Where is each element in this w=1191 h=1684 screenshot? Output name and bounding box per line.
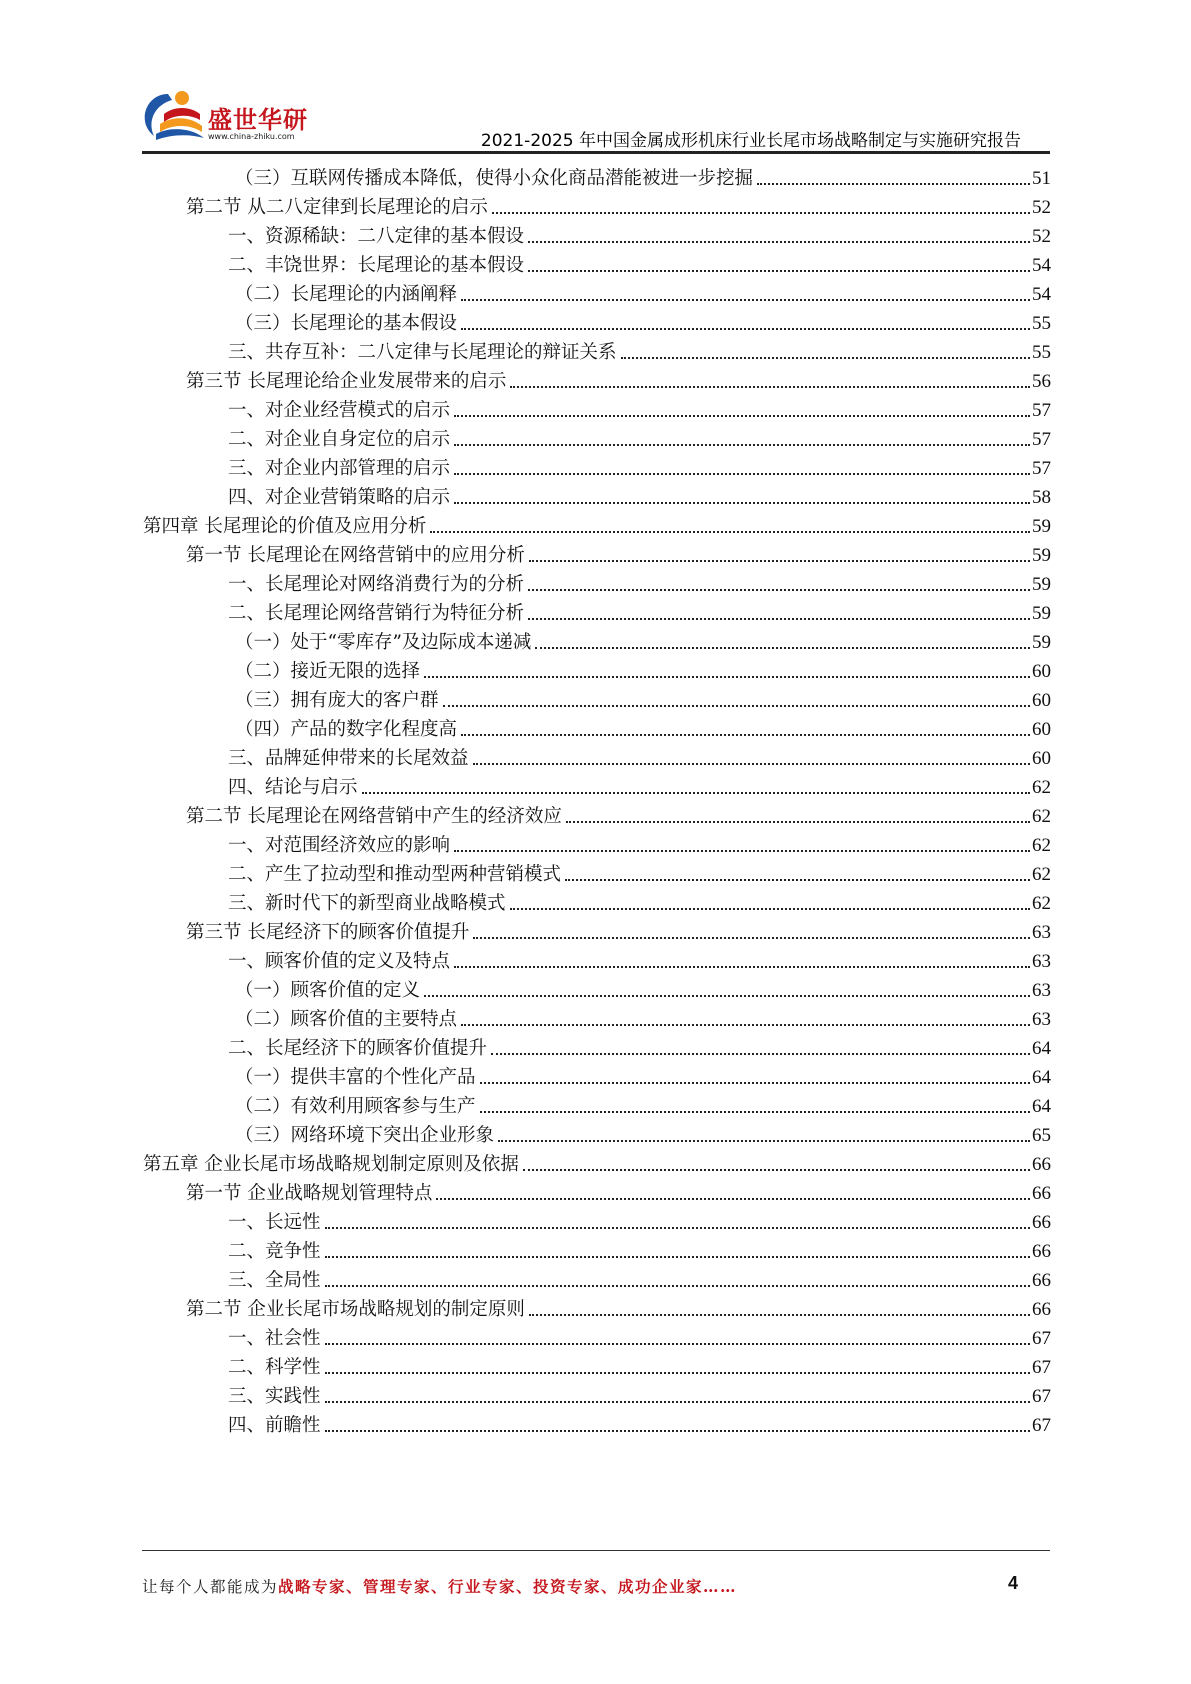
toc-entry-title: 三、全局性 [228,1270,321,1291]
toc-entry-page: 60 [1032,748,1051,769]
toc-entry[interactable] [228,218,1051,249]
toc-entry-page: 64 [1032,1096,1051,1117]
toc-entry-title: 二、丰饶世界：长尾理论的基本假设 [228,255,525,276]
toc-dot-leader [510,386,1030,388]
toc-dot-leader [480,1082,1030,1084]
toc-entry-page: 60 [1032,661,1051,682]
toc-entry[interactable] [235,305,1051,336]
toc-dot-leader [325,1372,1030,1374]
toc-entry-page: 62 [1032,893,1051,914]
toc-entry-title: （二）接近无限的选择 [235,661,421,682]
toc-entry[interactable] [228,1407,1051,1438]
toc-entry-title: 二、产生了拉动型和推动型两种营销模式 [228,864,562,885]
toc-entry-title: 第二节 企业长尾市场战略规划的制定原则 [186,1299,525,1320]
toc-dot-leader [325,1256,1030,1258]
toc-dot-leader [461,328,1030,330]
toc-entry-title: 第一节 长尾理论在网络营销中的应用分析 [186,545,525,566]
toc-entry-page: 59 [1032,574,1051,595]
toc-entry-page: 60 [1032,719,1051,740]
toc-entry-page: 52 [1032,226,1051,247]
toc-dot-leader [424,995,1030,997]
toc-entry[interactable] [186,537,1051,568]
toc-entry-title: 三、品牌延伸带来的长尾效益 [228,748,469,769]
toc-entry-title: 一、对范围经济效应的影响 [228,835,451,856]
toc-entry[interactable] [235,1001,1051,1032]
toc-dot-leader [325,1343,1030,1345]
toc-dot-leader [424,676,1030,678]
toc-entry-title: （三）拥有庞大的客户群 [235,690,439,711]
toc-entry-page: 58 [1032,487,1051,508]
toc-entry[interactable] [228,1262,1051,1293]
toc-entry-title: 第三节 长尾经济下的顾客价值提升 [186,922,470,943]
toc-entry-page: 56 [1032,371,1051,392]
toc-entry[interactable] [228,595,1051,626]
logo-brand-name: 盛世华研 [208,106,308,134]
toc-entry-page: 59 [1032,516,1051,537]
toc-entry-page: 63 [1032,980,1051,1001]
toc-entry[interactable] [228,1030,1051,1061]
toc-entry[interactable] [235,653,1051,684]
toc-entry-page: 54 [1032,284,1051,305]
toc-entry-title: 一、长尾理论对网络消费行为的分析 [228,574,525,595]
toc-dot-leader [454,850,1030,852]
footer-slogan-highlight: 战略专家、管理专家、行业专家、投资专家、成功企业家…… [278,1577,738,1596]
toc-dot-leader [492,212,1030,214]
toc-entry-page: 57 [1032,429,1051,450]
toc-dot-leader [473,937,1030,939]
toc-entry-title: （三）互联网传播成本降低，使得小众化商品潜能被进一步挖掘 [235,168,754,189]
header-divider [142,151,1050,154]
toc-entry[interactable] [228,479,1051,510]
toc-entry[interactable] [235,276,1051,307]
toc-entry-page: 63 [1032,922,1051,943]
toc-entry-title: 四、前瞻性 [228,1415,321,1436]
toc-entry-title: 三、共存互补：二八定律与长尾理论的辩证关系 [228,342,617,363]
toc-entry-title: 三、对企业内部管理的启示 [228,458,451,479]
toc-entry[interactable] [186,798,1051,829]
toc-entry-page: 64 [1032,1038,1051,1059]
toc-entry-title: 三、实践性 [228,1386,321,1407]
toc-entry[interactable] [228,740,1051,771]
toc-entry[interactable] [228,1320,1051,1351]
toc-dot-leader [461,1024,1030,1026]
toc-dot-leader [528,618,1030,620]
toc-dot-leader [621,357,1030,359]
toc-dot-leader [325,1227,1030,1229]
toc-dot-leader [528,589,1030,591]
toc-entry-page: 63 [1032,951,1051,972]
toc-entry-page: 67 [1032,1328,1051,1349]
toc-entry[interactable] [228,450,1051,481]
toc-entry-title: （一）处于“零库存”及边际成本递减 [235,632,532,653]
toc-entry-title: （三）长尾理论的基本假设 [235,313,458,334]
toc-entry-title: 一、顾客价值的定义及特点 [228,951,451,972]
toc-entry-title: 二、竞争性 [228,1241,321,1262]
toc-dot-leader [454,444,1030,446]
toc-dot-leader [436,1198,1030,1200]
toc-entry-title: 一、资源稀缺：二八定律的基本假设 [228,226,525,247]
toc-entry-page: 60 [1032,690,1051,711]
toc-entry[interactable] [143,508,1051,539]
toc-entry-page: 67 [1032,1386,1051,1407]
toc-entry[interactable] [186,914,1051,945]
toc-dot-leader [325,1401,1030,1403]
toc-entry-title: 二、长尾经济下的顾客价值提升 [228,1038,488,1059]
toc-entry[interactable] [228,566,1051,597]
toc-entry-title: 四、对企业营销策略的启示 [228,487,451,508]
toc-entry-title: （二）长尾理论的内涵阐释 [235,284,458,305]
toc-entry-title: 二、科学性 [228,1357,321,1378]
toc-entry-page: 67 [1032,1357,1051,1378]
toc-dot-leader [523,1169,1030,1171]
toc-entry[interactable] [186,1175,1051,1206]
toc-entry-title: （一）顾客价值的定义 [235,980,421,1001]
toc-entry[interactable] [186,189,1051,220]
toc-entry[interactable] [228,392,1051,423]
toc-entry-title: 二、长尾理论网络营销行为特征分析 [228,603,525,624]
toc-entry-title: 四、结论与启示 [228,777,358,798]
toc-dot-leader [529,560,1030,562]
toc-dot-leader [362,792,1030,794]
toc-entry-page: 63 [1032,1009,1051,1030]
toc-entry-title: （二）有效利用顾客参与生产 [235,1096,476,1117]
toc-entry-title: 第二节 从二八定律到长尾理论的启示 [186,197,488,218]
toc-entry-title: 三、新时代下的新型商业战略模式 [228,893,506,914]
toc-entry-page: 66 [1032,1270,1051,1291]
toc-dot-leader [498,1140,1030,1142]
toc-entry-page: 62 [1032,864,1051,885]
toc-entry-title: 二、对企业自身定位的启示 [228,429,451,450]
toc-entry[interactable] [228,1378,1051,1409]
toc-dot-leader [473,763,1030,765]
toc-dot-leader [491,1053,1030,1055]
toc-entry-page: 66 [1032,1154,1051,1175]
toc-entry[interactable] [235,1088,1051,1119]
toc-entry[interactable] [235,972,1051,1003]
toc-entry-title: （四）产品的数字化程度高 [235,719,458,740]
toc-entry[interactable] [228,827,1051,858]
toc-dot-leader [325,1430,1030,1432]
toc-entry-title: 一、长远性 [228,1212,321,1233]
toc-entry-title: 第一节 企业战略规划管理特点 [186,1183,433,1204]
toc-entry-page: 52 [1032,197,1051,218]
toc-entry[interactable] [143,1146,1051,1177]
toc-entry[interactable] [235,682,1051,713]
toc-entry-page: 57 [1032,458,1051,479]
footer-divider [142,1550,1050,1551]
toc-dot-leader [535,647,1030,649]
toc-entry-title: （二）顾客价值的主要特点 [235,1009,458,1030]
toc-entry[interactable] [186,363,1051,394]
toc-entry-page: 59 [1032,632,1051,653]
toc-entry-page: 54 [1032,255,1051,276]
toc-dot-leader [757,183,1030,185]
toc-entry-title: 一、对企业经营模式的启示 [228,400,451,421]
toc-entry-title: 一、社会性 [228,1328,321,1349]
report-title: 2021-2025 年中国金属成形机床行业长尾市场战略制定与实施研究报告 [480,131,1021,151]
toc-dot-leader [529,1314,1030,1316]
toc-dot-leader [510,908,1030,910]
toc-dot-leader [480,1111,1030,1113]
toc-entry[interactable] [235,1059,1051,1090]
toc-entry-title: 第四章 长尾理论的价值及应用分析 [143,516,427,537]
toc-entry-page: 66 [1032,1241,1051,1262]
toc-entry-page: 59 [1032,545,1051,566]
toc-dot-leader [454,966,1030,968]
toc-entry-page: 64 [1032,1067,1051,1088]
toc-entry[interactable] [228,334,1051,365]
toc-entry[interactable] [228,856,1051,887]
toc-entry-title: 第三节 长尾理论给企业发展带来的启示 [186,371,507,392]
toc-entry-title: 第五章 企业长尾市场战略规划制定原则及依据 [143,1154,519,1175]
toc-entry-page: 57 [1032,400,1051,421]
toc-entry[interactable] [235,1117,1051,1148]
toc-dot-leader [528,241,1030,243]
toc-entry[interactable] [228,1233,1051,1264]
toc-dot-leader [566,821,1030,823]
toc-dot-leader [443,705,1030,707]
toc-entry[interactable] [235,624,1051,655]
toc-entry[interactable] [228,885,1051,916]
toc-dot-leader [454,473,1030,475]
toc-entry-title: 第二节 长尾理论在网络营销中产生的经济效应 [186,806,562,827]
toc-entry-page: 59 [1032,603,1051,624]
toc-dot-leader [454,502,1030,504]
toc-dot-leader [454,415,1030,417]
toc-entry[interactable] [228,247,1051,278]
toc-entry[interactable] [228,769,1051,800]
toc-entry-page: 55 [1032,342,1051,363]
toc-entry[interactable] [235,711,1051,742]
toc-dot-leader [430,531,1030,533]
toc-entry[interactable] [228,943,1051,974]
toc-dot-leader [461,299,1030,301]
toc-dot-leader [325,1285,1030,1287]
toc-entry[interactable] [235,160,1051,191]
toc-entry[interactable] [186,1291,1051,1322]
toc-entry-page: 62 [1032,806,1051,827]
toc-entry-page: 66 [1032,1299,1051,1320]
footer-slogan-lead: 让每个人都能成为 [142,1578,279,1596]
toc-entry-title: （一）提供丰富的个性化产品 [235,1067,476,1088]
logo-website: www.china-zhiku.com [208,132,295,141]
toc-entry[interactable] [228,421,1051,452]
toc-entry-page: 67 [1032,1415,1051,1436]
toc-entry-page: 62 [1032,835,1051,856]
footer-slogan [142,1575,737,1597]
toc-entry-title: （三）网络环境下突出企业形象 [235,1125,495,1146]
toc-entry-page: 55 [1032,313,1051,334]
toc-entry-page: 65 [1032,1125,1051,1146]
toc-entry-page: 66 [1032,1183,1051,1204]
toc-entry[interactable] [228,1349,1051,1380]
toc-entry-page: 51 [1032,168,1051,189]
toc-entry[interactable] [228,1204,1051,1235]
toc-entry-page: 66 [1032,1212,1051,1233]
toc-dot-leader [565,879,1030,881]
toc-dot-leader [528,270,1030,272]
toc-entry-page: 62 [1032,777,1051,798]
toc-dot-leader [461,734,1030,736]
page-number: 4 [1008,1573,1019,1593]
